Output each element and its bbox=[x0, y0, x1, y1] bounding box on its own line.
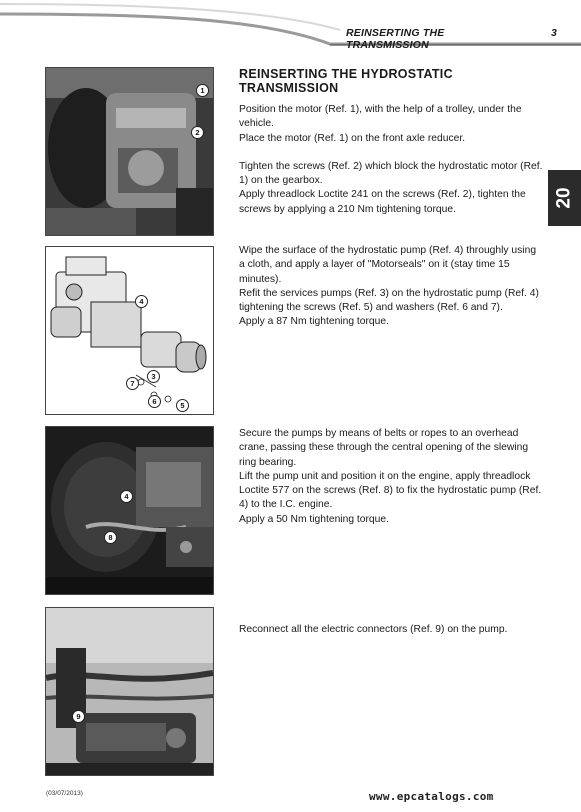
callout-ref-8: 8 bbox=[104, 531, 117, 544]
step-2-text bbox=[239, 244, 544, 330]
photo-electric-connectors bbox=[45, 607, 214, 776]
section-tab bbox=[548, 170, 581, 226]
section-heading: REINSERTING THE HYDROSTATIC TRANSMISSION bbox=[239, 67, 453, 95]
step-2-paragraph-1: Wipe the surface of the hydrostatic pump (Ref. 4) throughly using a cloth, and apply a layer of "Motorseals" on it (stay time 15 minutes). Refit the services pumps (Ref. 3) on the hydrostatic pump (Ref. 4) tightening the screws (Ref. 5) and washers (Ref. 6 and 7). Apply a 87 Nm tightening torque. bbox=[239, 245, 539, 328]
header-title: REINSERTING THE TRANSMISSION bbox=[346, 27, 445, 51]
callout-ref-7: 7 bbox=[126, 377, 139, 390]
step-4-text bbox=[239, 623, 544, 637]
callout-ref-4: 4 bbox=[135, 295, 148, 308]
footer-website: www.epcatalogs.com bbox=[369, 790, 494, 803]
callout-ref-4-pump: 4 bbox=[120, 490, 133, 503]
photo-pump-on-engine bbox=[45, 426, 214, 595]
step-3-text bbox=[239, 427, 544, 527]
step-1-paragraph-2: Tighten the screws (Ref. 2) which block the hydrostatic motor (Ref. 1) on the gearbox. Apply threadlock Loctite 241 on the screws (Ref. 2), tighten the screws by applying a 210 Nm tightening torque. bbox=[239, 160, 543, 215]
page-number: 3 bbox=[551, 27, 557, 39]
step-4-paragraph-1: Reconnect all the electric connectors (Ref. 9) on the pump. bbox=[239, 624, 508, 635]
callout-ref-1: 1 bbox=[196, 84, 209, 97]
section-tab-number: 20 bbox=[553, 187, 575, 209]
step-1-text bbox=[239, 103, 544, 217]
callout-ref-5: 5 bbox=[176, 399, 189, 412]
photo-hydrostatic-motor bbox=[45, 67, 214, 236]
callout-ref-6: 6 bbox=[148, 395, 161, 408]
callout-ref-2: 2 bbox=[191, 126, 204, 139]
step-1-paragraph-1: Position the motor (Ref. 1), with the help of a trolley, under the vehicle. Place the motor (Ref. 1) on the front axle reducer. bbox=[239, 104, 522, 144]
step-3-paragraph-1: Secure the pumps by means of belts or ropes to an overhead crane, passing these through the central opening of the slewing ring bearing. Lift the pump unit and position it on the engine, apply threadlock Loctite 577 on the screws (Ref. 8) to fix the hydrostatic pump (Ref. 4) to the I.C. engine. Apply a 50 Nm tightening torque. bbox=[239, 428, 542, 525]
callout-ref-9: 9 bbox=[72, 710, 85, 723]
footer-date: (03/07/2013) bbox=[46, 790, 83, 797]
callout-ref-3: 3 bbox=[147, 370, 160, 383]
